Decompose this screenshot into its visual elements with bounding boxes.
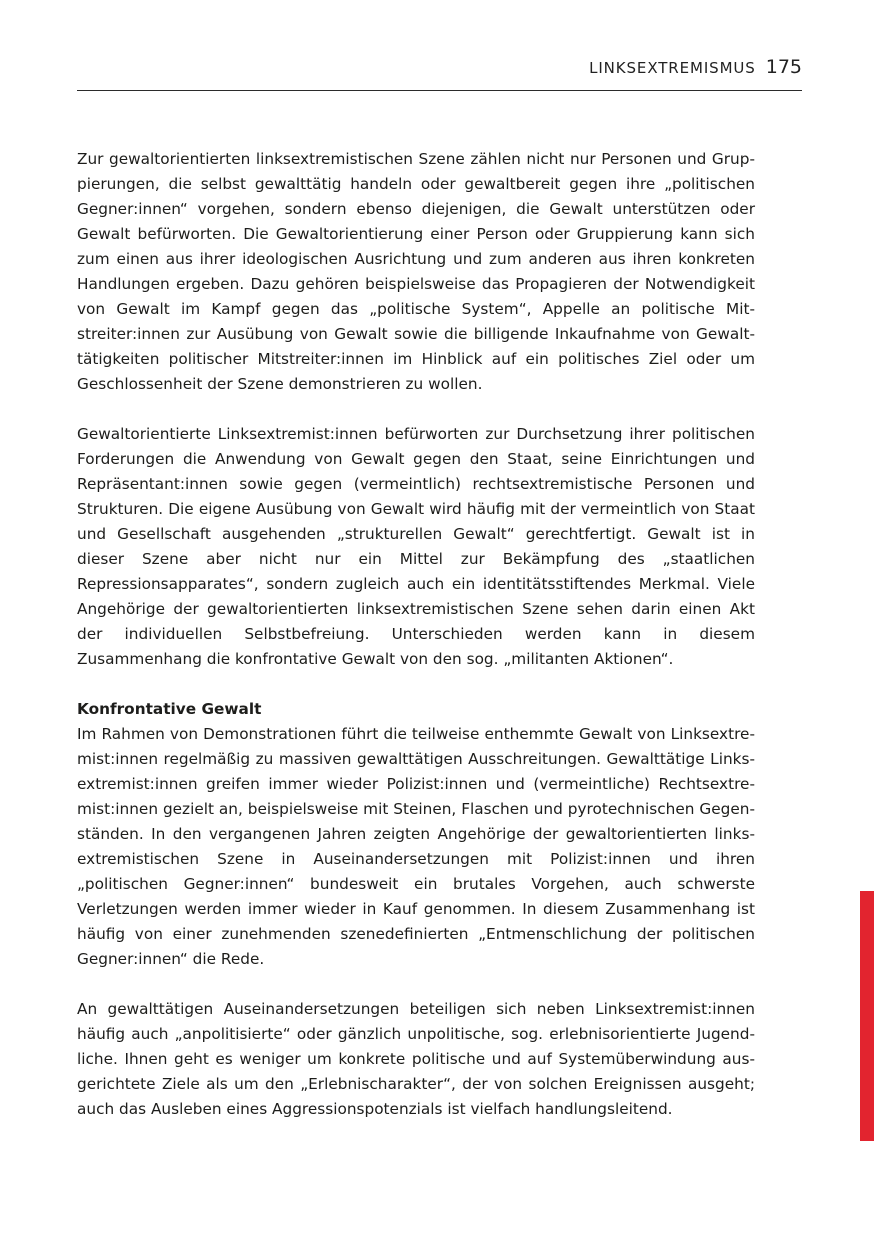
paragraph-1: Zur gewaltorientierten linksextremistischen Szene zählen nicht nur Personen und Gruppierungen, die selbst gewalttätig handeln oder gewaltbereit gegen ihre „politischen Gegner:innen“ vorgehen, sondern ebenso diejenigen, die Gewalt unterstützen oder Gewalt befürworten. Die Gewaltorientierung einer Person oder Gruppierung kann sich zum einen aus ihrer ideologischen Ausrichtung und zum anderen aus ihren konkreten Handlungen ergeben. Dazu gehören beispielsweise das Propagieren der Notwendigkeit von Gewalt im Kampf gegen das „politische System“, Appelle an politische Mitstreiter:innen zur Ausübung von Gewalt sowie die billigende Inkaufnahme von Gewalttätigkeiten politischer Mitstreiter:innen im Hinblick auf ein politisches Ziel oder um Geschlossenheit der Szene demonstrieren zu wollen. xyxy=(77,150,755,393)
body-text xyxy=(77,147,755,1122)
running-header xyxy=(77,56,802,91)
section-heading: Konfrontative Gewalt xyxy=(77,700,262,718)
chapter-title: LINKSEXTREMISMUS xyxy=(589,59,756,77)
header-right xyxy=(589,56,802,78)
paragraph-3: Im Rahmen von Demonstrationen führt die teilweise enthemmte Gewalt von Linksextremist:innen regelmäßig zu massiven gewalttätigen Ausschreitungen. Gewalttätige Linksextremist:innen greifen immer wieder Polizist:innen und (vermeintliche) Rechtsextremist:innen gezielt an, beispielsweise mit Steinen, Flaschen und pyrotechnischen Gegenständen. In den vergangenen Jahren zeigten Angehörige der gewaltorientierten linksextremistischen Szene in Auseinandersetzungen mit Polizist:innen und ihren „politischen Gegner:innen“ bundesweit ein brutales Vorgehen, auch schwerste Verletzungen werden immer wieder in Kauf genommen. In diesem Zusammenhang ist häufig von einer zunehmenden szenedefinierten „Entmenschlichung der politischen Gegner:innen“ die Rede. xyxy=(77,725,755,968)
paragraph-2: Gewaltorientierte Linksextremist:innen befürworten zur Durchsetzung ihrer politischen Forderungen die Anwendung von Gewalt gegen den Staat, seine Einrichtungen und Repräsentant:innen sowie gegen (vermeintlich) rechtsextremistische Personen und Strukturen. Die eigene Ausübung von Gewalt wird häufig mit der vermeintlich von Staat und Gesellschaft ausgehenden „strukturellen Gewalt“ gerechtfertigt. Gewalt ist in dieser Szene aber nicht nur ein Mittel zur Bekämpfung des „staatlichen Repressionsapparates“, sondern zugleich auch ein identitätsstiftendes Merkmal. Viele Angehörige der gewaltorientierten linksextremistischen Szene sehen darin einen Akt der individuellen Selbstbefreiung. Unterschieden werden kann in diesem Zusammenhang die konfrontative Gewalt von den sog. „militanten Aktionen“. xyxy=(77,425,755,668)
page-number: 175 xyxy=(765,56,802,78)
chapter-tab-marker xyxy=(860,891,874,1141)
paragraph-4: An gewalttätigen Auseinandersetzungen beteiligen sich neben Linksextremist:innen häufig auch „anpolitisierte“ oder gänzlich unpolitische, sog. erlebnisorientierte Jugendliche. Ihnen geht es weniger um konkrete politische und auf Systemüberwindung ausgerichtete Ziele als um den „Erlebnischarakter“, der von solchen Ereignissen ausgeht; auch das Ausleben eines Aggressionspotenzials ist vielfach handlungsleitend. xyxy=(77,1000,755,1118)
